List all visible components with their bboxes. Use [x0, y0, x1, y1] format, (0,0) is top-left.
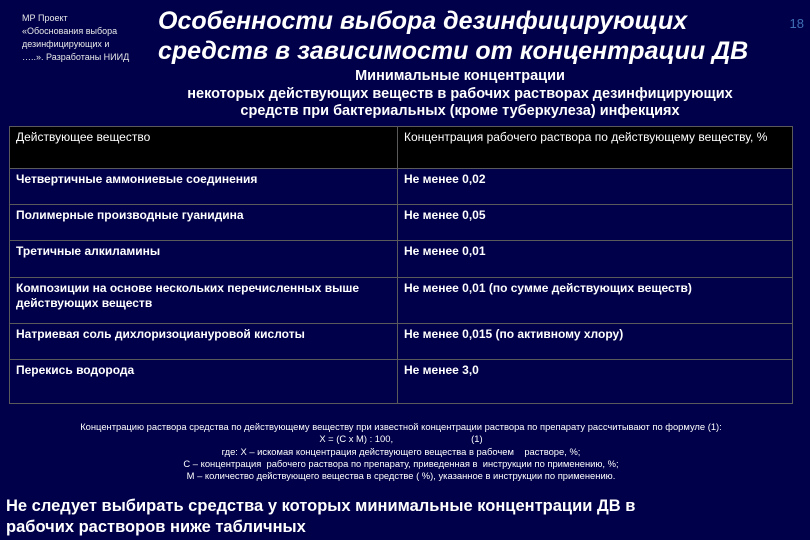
cell-substance: Композиции на основе нескольких перечисленных выше действующих веществ	[10, 278, 398, 324]
cell-concentration: Не менее 0,01 (по сумме действующих веществ)	[398, 278, 793, 324]
cell-substance: Перекись водорода	[10, 360, 398, 404]
concentration-table	[9, 126, 793, 404]
project-note-line: …..». Разработаны НИИД	[22, 52, 130, 62]
page-number: 18	[789, 16, 804, 31]
formula-line: Х = (С х М) : 100, (1)	[319, 433, 483, 445]
cell-substance: Натриевая соль дихлоризоциануровой кислоты	[10, 324, 398, 360]
table-caption	[120, 68, 800, 121]
cell-concentration: Не менее 0,05	[398, 205, 793, 241]
project-note-line: «Обоснования выбора	[22, 26, 118, 36]
conclusion-line: рабочих растворов ниже табличных	[6, 518, 306, 536]
slide-title-line: Особенности выбора дезинфицирующих	[158, 7, 688, 35]
cell-substance: Полимерные производные гуанидина	[10, 205, 398, 241]
cell-substance: Третичные алкиламины	[10, 241, 398, 278]
table-row	[10, 241, 793, 278]
slide-title-line: средств в зависимости от концентрации ДВ	[158, 37, 749, 65]
formula-note-line: Концентрацию раствора средства по действующему веществу при известной концентрации раствора по препарату рассчитывают по формуле (1):	[80, 421, 722, 432]
header-concentration: Концентрация рабочего раствора по действующему веществу, %	[398, 127, 793, 169]
table-caption-line: некоторых действующих веществ в рабочих растворах дезинфицирующих	[187, 85, 733, 102]
cell-concentration: Не менее 0,015 (по активному хлору)	[398, 324, 793, 360]
project-note	[22, 12, 157, 64]
cell-substance: Четвертичные аммониевые соединения	[10, 169, 398, 205]
cell-concentration: Не менее 0,02	[398, 169, 793, 205]
header-substance: Действующее вещество	[10, 127, 398, 169]
conclusion-text	[6, 496, 801, 538]
table-row	[10, 278, 793, 324]
table-row	[10, 169, 793, 205]
table-row	[10, 205, 793, 241]
cell-concentration: Не менее 3,0	[398, 360, 793, 404]
project-note-line: дезинфицирующих и	[22, 39, 110, 49]
table-caption-line: средств при бактериальных (кроме туберкулеза) инфекциях	[240, 103, 680, 119]
table-caption-line: Минимальные концентрации	[355, 68, 565, 84]
formula-note	[9, 421, 793, 482]
conclusion-line: Не следует выбирать средства у которых минимальные концентрации ДВ в	[6, 497, 636, 515]
table-row	[10, 360, 793, 404]
formula-note-line: М – количество действующего вещества в средстве ( %), указанное в инструкции по применению.	[186, 470, 616, 482]
cell-concentration: Не менее 0,01	[398, 241, 793, 278]
table-row	[10, 324, 793, 360]
formula-note-line: С – концентрация рабочего раствора по препарату, приведенная в инструкции по применению, %;	[183, 457, 619, 469]
formula-note-line: где: Х – искомая концентрация действующего вещества в рабочем растворе, %;	[221, 445, 581, 457]
project-note-line: МР Проект	[22, 13, 68, 23]
slide-title	[158, 6, 758, 66]
table-header-row	[10, 127, 793, 169]
